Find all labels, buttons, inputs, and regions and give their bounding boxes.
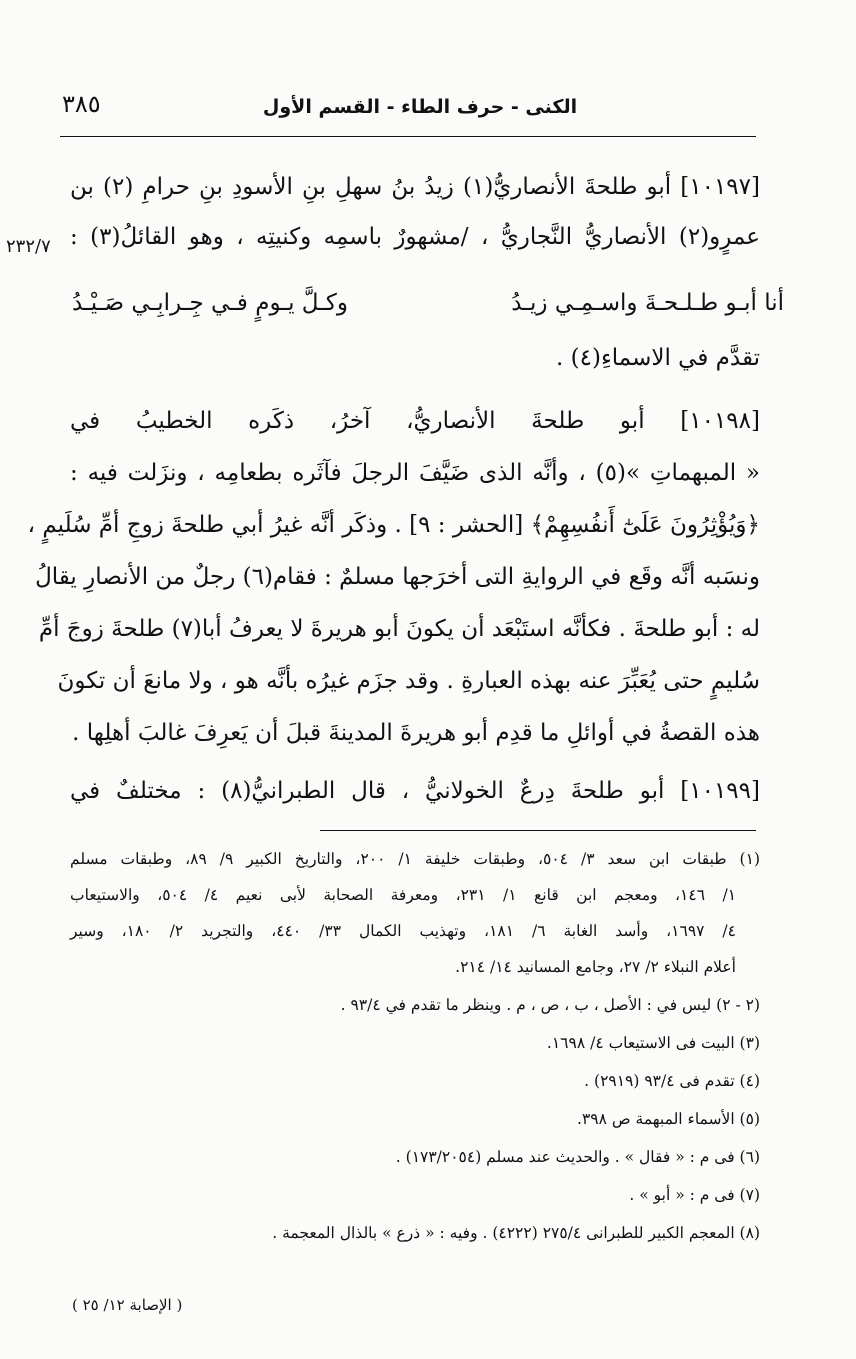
footnote-4: (٤) تقدم فى ٩٣/٤ (٢٩١٩) . [584,1072,760,1090]
footnote-1-line-1: (١) طبقات ابن سعد ٣/ ٥٠٤، وطبقات خليفة ١/ ٢٠٠، والتاريخ الكبير ٩/ ٨٩، وطبقات مسلم [70,850,760,868]
margin-reference: ٢٣٢/٧ [6,236,51,257]
footnote-1-line-3: ٤/ ١٦٩٧، وأسد الغابة ٦/ ١٨١، وتهذيب الكمال ٣٣/ ٤٤٠، والتجريد ٢/ ١٨٠، وسير [70,922,736,940]
running-header: الكنى - حرف الطاء - القسم الأول [262,96,578,118]
header-rule [60,136,756,137]
verse-hemistich-1: أنا أبـو طـلـحـةَ واسـمِـي زيـدُ [511,290,784,316]
entry-10198-line-3: ﴿وَيُؤْثِرُونَ عَلَىٰٓ أَنفُسِهِمْ﴾ [الحشر : ٩] . وذكَر أنَّه غيرُ أبي طلحةَ زوجِ أمِّ سُلَيمٍ ، [27,512,760,538]
entry-10197-line-2: عمرٍو(٢) الأنصاريُّ النَّجاريُّ ، /مشهورٌ باسمِه وكنيتِه ، وهو القائلُ(٣) : [70,224,760,250]
entry-10198-line-7: هذه القصةُ في أوائلِ ما قدِم أبو هريرةَ المدينةَ قبلَ أن يَعرِفَ غالبَ أهلِها . [72,720,760,746]
footnote-5: (٥) الأسماء المبهمة ص ٣٩٨. [577,1110,760,1128]
entry-10199-line-1: [١٠١٩٩] أبو طلحةَ دِرعٌ الخولانيُّ ، قال الطبرانيُّ(٨) : مختلفٌ في [70,778,760,804]
entry-10198-line-2: « المبهماتِ »(٥) ، وأنَّه الذى ضَيَّفَ الرجلَ فآثَره بطعامِه ، ونزَلت فيه : [70,460,761,486]
footnote-rule [320,830,756,831]
verse-hemistich-2: وكـلَّ يـومٍ فـي جِـرابِـي صَـيْـدُ [72,290,348,316]
entry-10197-line-1: [١٠١٩٧] أبو طلحةَ الأنصاريُّ(١) زيدُ بنُ سهلِ بنِ الأسودِ بنِ حرامِ (٢) بن [70,174,761,200]
entry-10198-line-5: له : أبو طلحةَ . فكأنَّه استَبْعَد أن يكونَ أبو هريرةَ لا يعرفُ أبا(٧) طلحةَ زوجَ أمِّ [38,616,760,642]
entry-10198-line-1: [١٠١٩٨] أبو طلحةَ الأنصاريُّ، آخرُ، ذكَره الخطيبُ في [70,408,760,434]
footnote-7: (٧) فى م : « أبو » . [629,1186,760,1204]
footnote-3: (٣) البيت فى الاستيعاب ٤/ ١٦٩٨. [546,1034,760,1052]
verse-note: تقدَّم في الاسماءِ(٤) . [556,345,760,371]
entry-10198-line-4: ونسَبه أنَّه وقَع في الروايةِ التى أخرَجها مسلمٌ : فقام(٦) رجلٌ من الأنصارِ يقالُ [35,564,760,590]
footnote-6: (٦) فى م : « فقال » . والحديث عند مسلم (١٧٣/٢٠٥٤) . [395,1148,760,1166]
entry-10198-line-6: سُليمٍ حتى يُعَبِّرَ عنه بهذه العبارةِ . وقد جزَم غيرُه بأنَّه هو ، ولا مانعَ أن تكونَ [57,668,760,694]
page-number: ٣٨٥ [62,90,101,118]
footnote-1-line-2: ١/ ١٤٦، ومعجم ابن قانع ١/ ٢٣١، ومعرفة الصحابة لأبى نعيم ٤/ ٥٠٤، والاستيعاب [70,886,737,904]
footnote-2: (٢ - ٢) ليس في : الأصل ، ب ، ص ، م . وينظر ما تقدم في ٩٣/٤ . [340,996,760,1014]
printer-signature: ( الإصابة ١٢/ ٢٥ ) [72,1296,183,1314]
footnote-8: (٨) المعجم الكبير للطبرانى ٢٧٥/٤ (٤٢٢٢) . وفيه : « ذرع » بالذال المعجمة . [272,1224,760,1242]
footnote-1-line-4: أعلام النبلاء ٢/ ٢٧، وجامع المسانيد ١٤/ ٢١٤. [455,958,736,976]
